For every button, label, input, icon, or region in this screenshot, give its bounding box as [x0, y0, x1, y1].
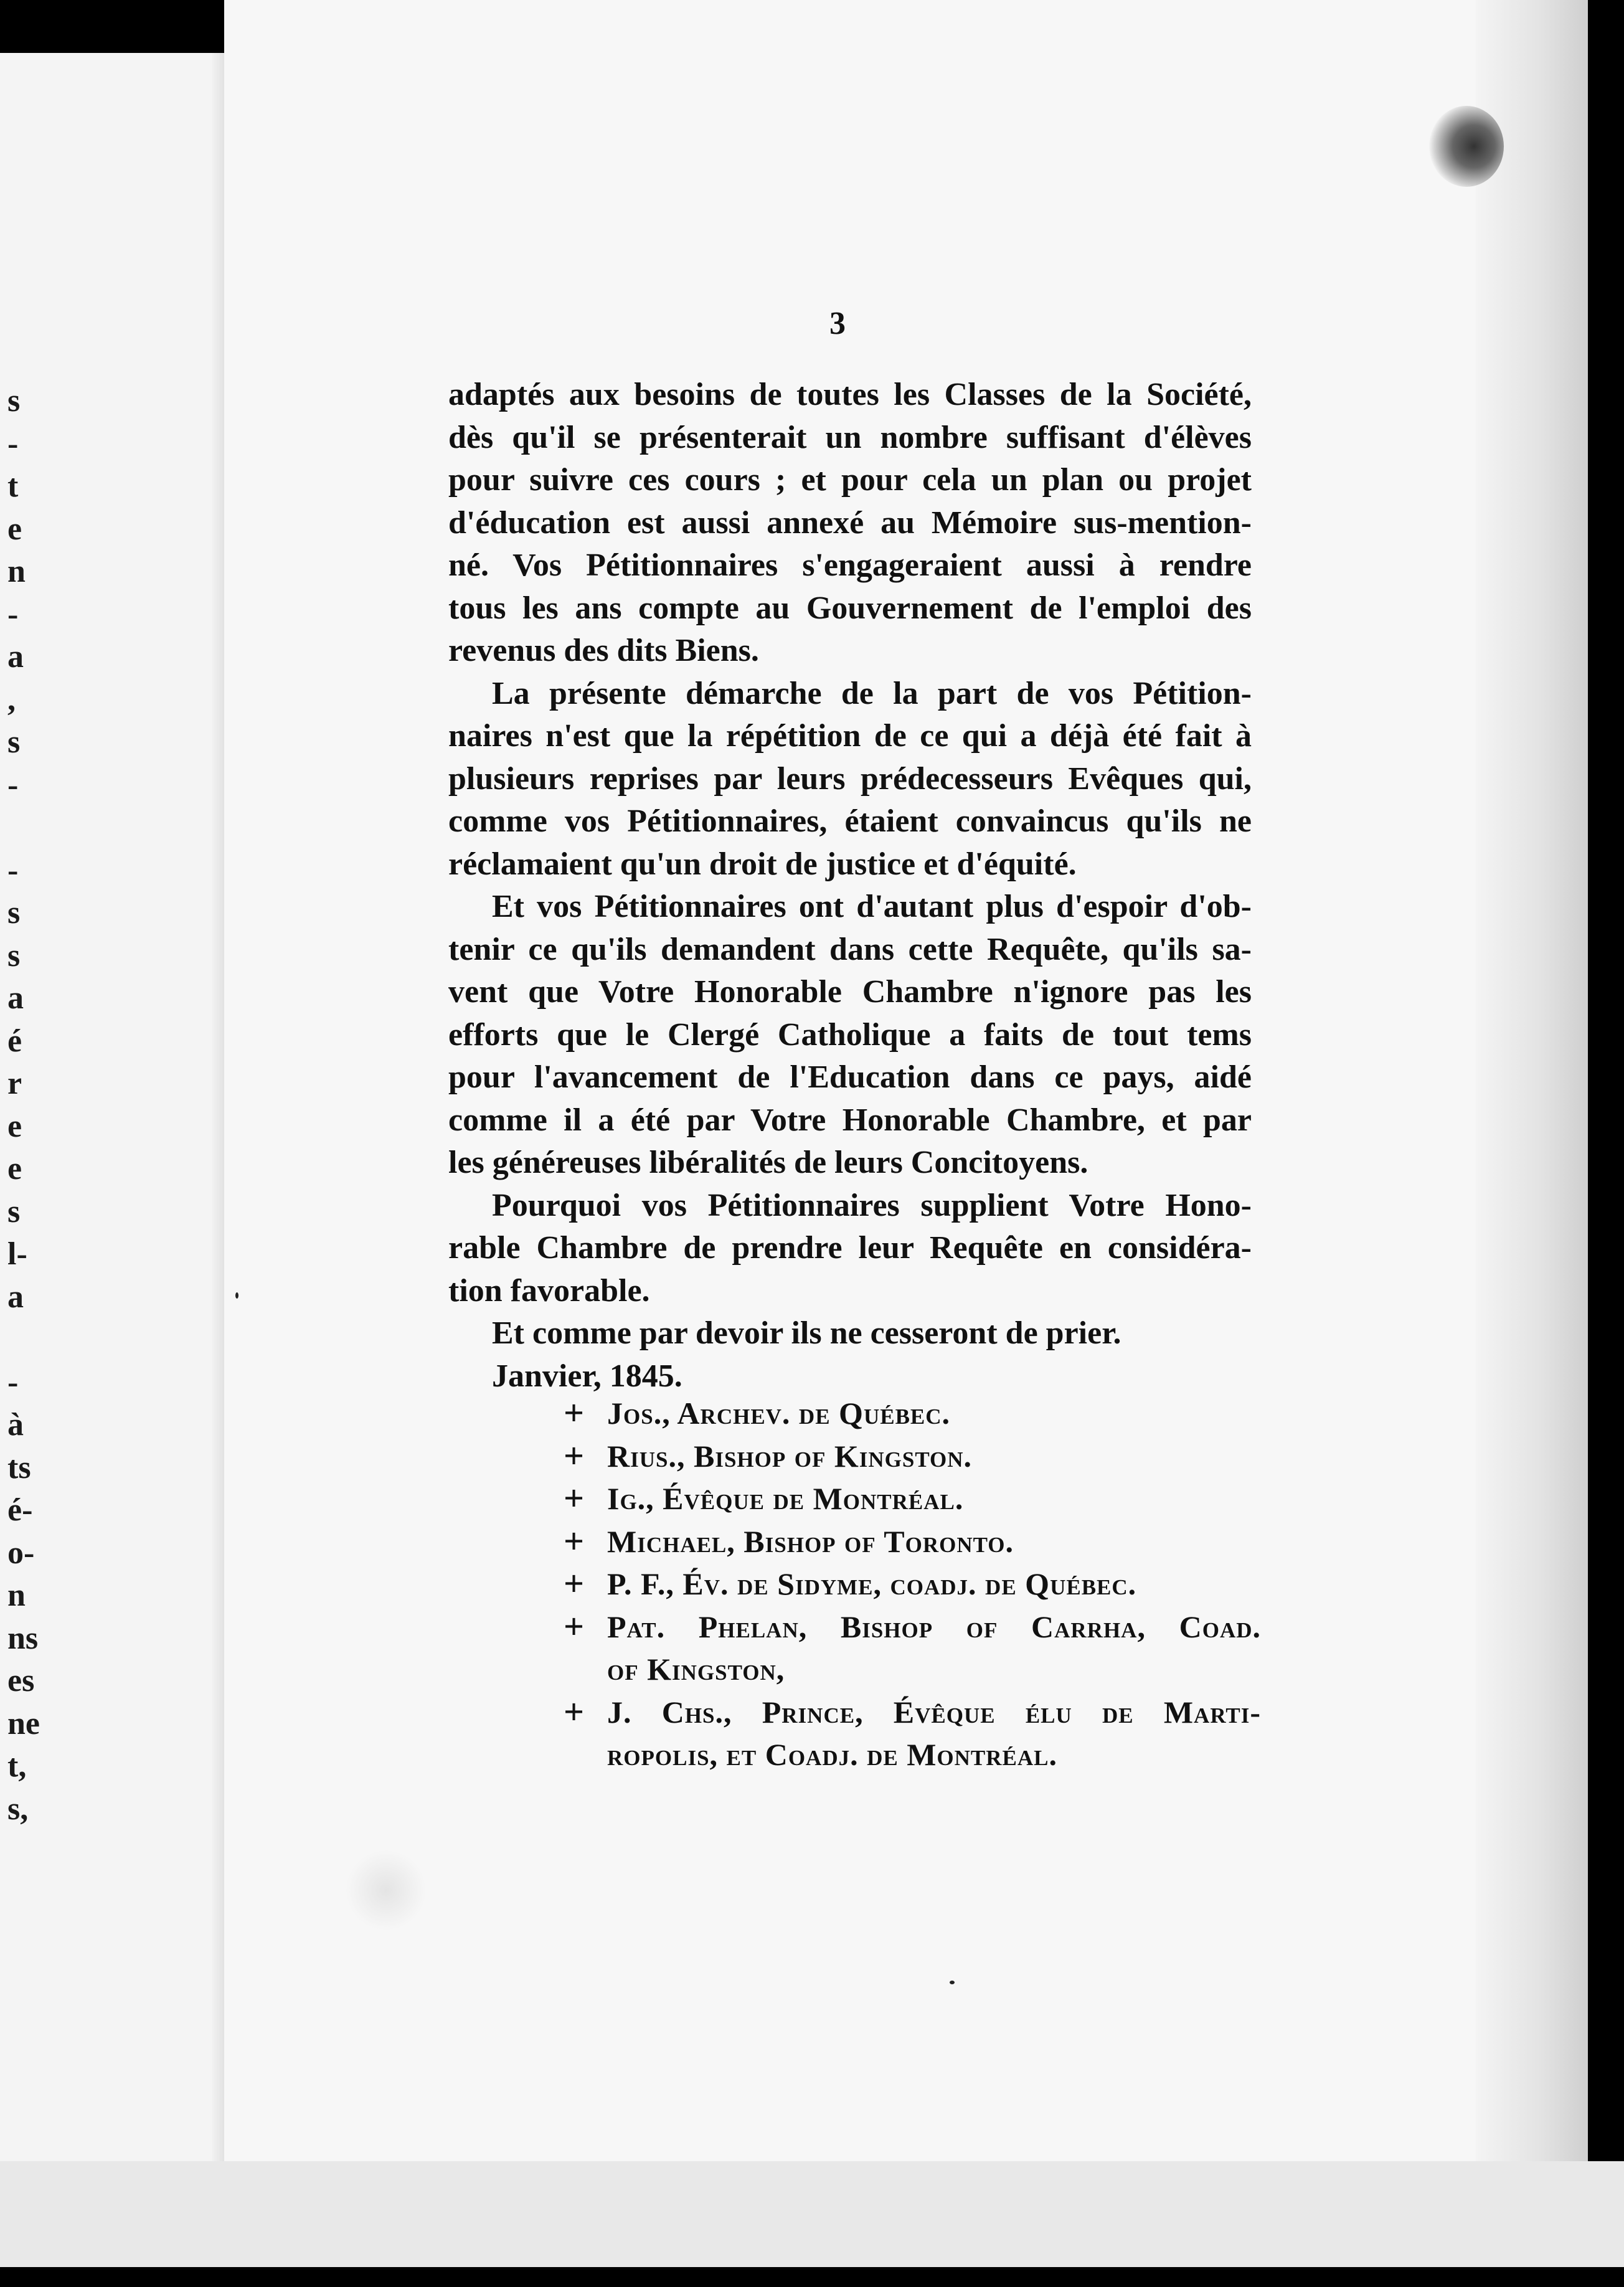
signature-line: J. Chs., Prince, Évêque élu de Marti-: [607, 1694, 1261, 1730]
facing-page-fragment: s: [7, 383, 21, 419]
text-line: Pourquoi vos Pétitionnaires supplient Votre Hono-: [492, 1187, 1252, 1223]
page-bottom-edge: [0, 2161, 1624, 2267]
paragraph: [448, 673, 1252, 886]
facing-page-fragment: -: [7, 852, 19, 888]
facing-page-fragment: e: [7, 511, 22, 547]
signature-line: Ig., Évêque de Montréal.: [607, 1481, 964, 1516]
cross-icon: +: [564, 1435, 585, 1476]
text-line: plusieurs reprises par leurs prédecesseurs Evêques qui,: [448, 760, 1252, 797]
text-line: Et vos Pétitionnaires ont d'autant plus d'espoir d'ob-: [492, 889, 1252, 924]
signature-entry: [564, 1520, 1261, 1563]
facing-page-fragment: es: [7, 1663, 35, 1698]
signature-entry: [564, 1392, 1261, 1435]
text-line: Janvier, 1845.: [492, 1358, 682, 1394]
paragraph: [448, 886, 1252, 1185]
petition-body-text: [448, 374, 1252, 1398]
facing-page-fragment: e: [7, 1151, 22, 1186]
cross-icon: +: [564, 1393, 585, 1433]
facing-page-fragment: [7, 807, 51, 850]
text-line: rable Chambre de prendre leur Requête en considéra-: [448, 1230, 1252, 1266]
facing-page-fragment: s: [7, 724, 21, 760]
facing-page-fragment: -: [7, 596, 19, 632]
facing-page-fragment: n: [7, 554, 26, 589]
facing-page-fragment: a: [7, 980, 24, 1016]
text-line: dès qu'il se présenterait un nombre suffisant d'élèves: [448, 419, 1252, 455]
facing-page-fragment: -: [7, 767, 19, 803]
text-line: vent que Votre Honorable Chambre n'ignore pas les: [448, 974, 1252, 1010]
facing-page-fragment: s,: [7, 1791, 29, 1827]
facing-page-fragment: é-: [7, 1492, 33, 1528]
text-line: d'éducation est aussi annexé au Mémoire sus-mention-: [448, 504, 1252, 541]
text-line: comme il a été par Votre Honorable Chambre, et par: [448, 1102, 1252, 1138]
paper-stain: [346, 1850, 427, 1931]
cross-icon: +: [564, 1691, 585, 1732]
text-line: pour l'avancement de l'Education dans ce pays, aidé: [448, 1059, 1252, 1095]
facing-page-fragment: o-: [7, 1535, 35, 1571]
facing-page-fragment: s: [7, 1193, 21, 1229]
text-line: tenir ce qu'ils demandent dans cette Requête, qu'ils sa-: [448, 931, 1252, 967]
signature-line: of Kingston,: [607, 1652, 785, 1687]
facing-page-fragment: é: [7, 1023, 22, 1059]
text-line: Et comme par devoir ils ne cesseront de prier.: [492, 1315, 1121, 1351]
page-number: 3: [829, 306, 846, 341]
signature-line: Jos., Archev. de Québec.: [607, 1396, 951, 1431]
signature-entry: [564, 1606, 1261, 1691]
facing-page-fragment: à: [7, 1407, 24, 1442]
facing-page-fragment: t: [7, 468, 19, 504]
signature-line: Pat. Phelan, Bishop of Carrha, Coad.: [607, 1609, 1261, 1644]
facing-page-fragment: s: [7, 895, 21, 930]
text-line: tous les ans compte au Gouvernement de l'emploi des: [448, 590, 1252, 626]
text-line: les généreuses libéralités de leurs Concitoyens.: [448, 1145, 1088, 1180]
text-line: La présente démarche de la part de vos Pétition-: [492, 675, 1252, 711]
signature-entry: [564, 1691, 1261, 1776]
facing-page-fragment: e: [7, 1108, 22, 1144]
text-line: naires n'est que la répétition de ce qui a déjà été fait à: [448, 718, 1252, 754]
facing-page-fragment: a: [7, 639, 24, 675]
signature-block: [564, 1392, 1261, 1776]
facing-page-fragment: s: [7, 937, 21, 973]
facing-page-fragment: r: [7, 1066, 22, 1101]
text-line: adaptés aux besoins de toutes les Classes de la Société,: [448, 377, 1252, 412]
text-line: tion favorable.: [448, 1272, 650, 1309]
signature-entry: [564, 1563, 1261, 1606]
paragraph: [448, 374, 1252, 673]
cross-icon: +: [564, 1563, 585, 1604]
cross-icon: +: [564, 1520, 585, 1561]
facing-page-fragment: l-: [7, 1236, 27, 1272]
facing-page-fragment: n: [7, 1578, 26, 1613]
signature-line: ropolis, et Coadj. de Montréal.: [607, 1737, 1058, 1772]
cross-icon: +: [564, 1606, 585, 1647]
paragraph: [448, 1355, 1252, 1398]
facing-page-fragment: ne: [7, 1705, 40, 1741]
text-line: né. Vos Pétitionnaires s'engageraient aussi à rendre: [448, 547, 1252, 583]
paragraph: [448, 1185, 1252, 1313]
signature-line: P. F., Év. de Sidyme, coadj. de Québec.: [607, 1566, 1137, 1601]
signature-line: Rius., Bishop of Kingston.: [607, 1438, 973, 1474]
facing-page-fragment: ,: [7, 681, 16, 717]
cross-icon: +: [564, 1478, 585, 1518]
paragraph: [448, 1312, 1252, 1355]
speck: [235, 1292, 238, 1299]
text-line: efforts que le Clergé Catholique a faits de tout tems: [448, 1016, 1252, 1053]
facing-page-fragment: -: [7, 425, 19, 462]
ink-blot: [1429, 106, 1504, 187]
facing-page-fragment: t,: [7, 1748, 27, 1784]
text-line: réclamaient qu'un droit de justice et d'équité.: [448, 846, 1077, 882]
facing-page-fragment: -: [7, 1364, 19, 1400]
signature-line: Michael, Bishop of Toronto.: [607, 1523, 1014, 1559]
facing-page-fragment: ts: [7, 1449, 31, 1485]
signature-entry: [564, 1477, 1261, 1520]
speck: [950, 1981, 955, 1984]
facing-page-fragment: [7, 1319, 51, 1361]
signature-entry: [564, 1435, 1261, 1478]
text-line: pour suivre ces cours ; et pour cela un plan ou projet: [448, 462, 1252, 498]
text-line: comme vos Pétitionnaires, étaient convaincus qu'ils ne: [448, 803, 1252, 839]
facing-page-text-fragments: [7, 380, 51, 1830]
facing-page-fragment: ns: [7, 1620, 39, 1656]
facing-page-fragment: a: [7, 1279, 24, 1315]
page-right-edge: [1476, 0, 1588, 2167]
text-line: revenus des dits Biens.: [448, 633, 759, 668]
